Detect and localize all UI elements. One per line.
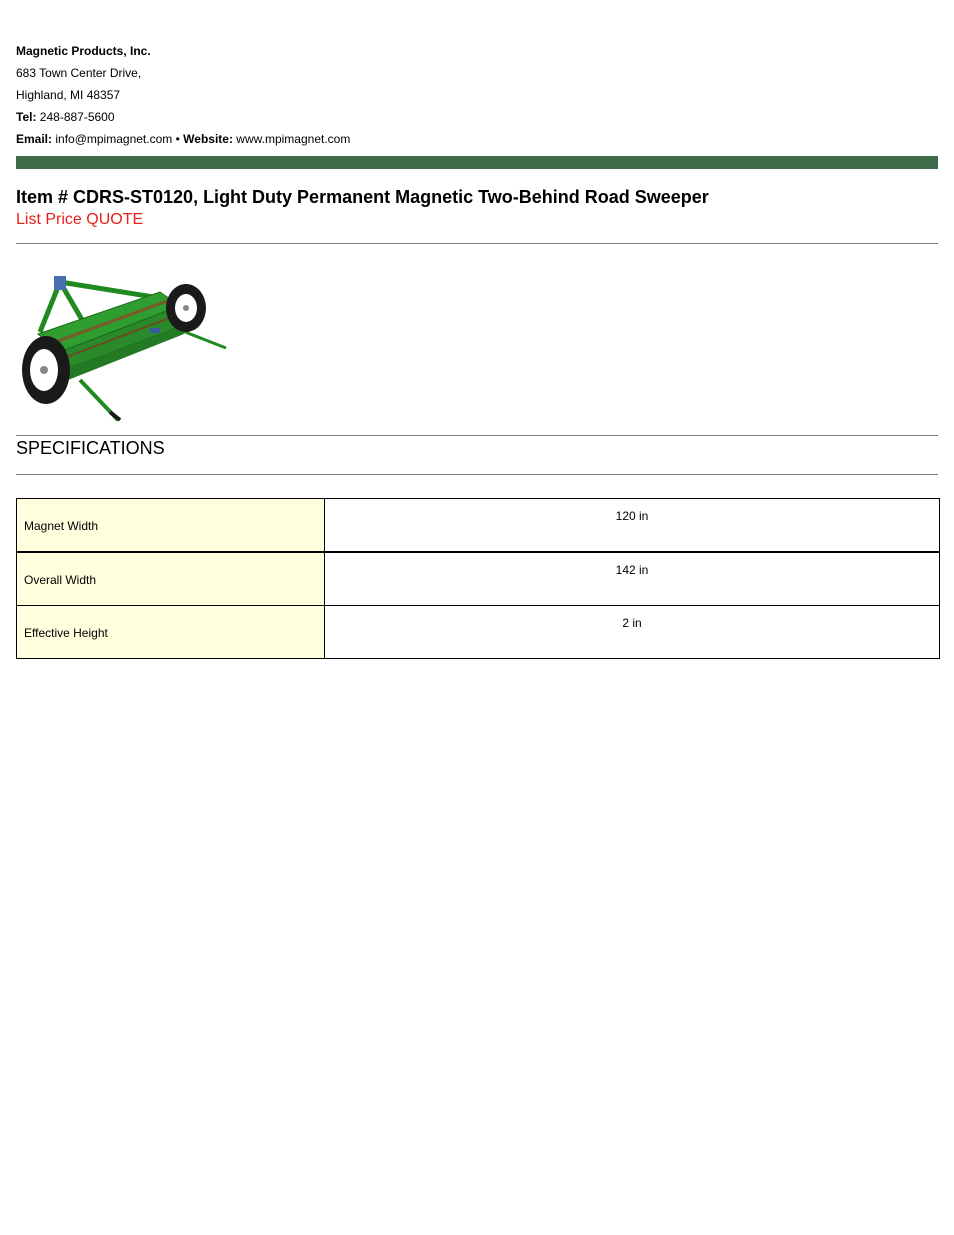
website-label: Website: [183, 132, 233, 146]
specifications-heading: SPECIFICATIONS [16, 438, 165, 458]
contact-line [16, 128, 350, 150]
spec-label: Magnet Width [17, 499, 325, 553]
divider [16, 474, 938, 475]
address-line-1: 683 Town Center Drive, [16, 66, 142, 80]
spec-value: 120 in [325, 499, 940, 553]
product-title: Item # CDRS-ST0120, Light Duty Permanent Magnetic Two-Behind Road Sweeper [16, 187, 709, 207]
company-info [16, 40, 350, 150]
tel-value: 248-887-5600 [39, 110, 115, 124]
table-row [17, 499, 940, 553]
product-price: List Price QUOTE [16, 211, 144, 228]
email-value[interactable]: info@mpimagnet.com [55, 132, 173, 146]
divider [16, 435, 938, 436]
phone-line [16, 106, 350, 128]
spec-label: Overall Width [17, 552, 325, 606]
spec-value: 2 in [325, 606, 940, 659]
company-name: Magnetic Products, Inc. [16, 44, 151, 58]
address-line-2: Highland, MI 48357 [16, 88, 121, 102]
divider [16, 243, 938, 244]
separator: • [175, 132, 180, 146]
website-value[interactable]: www.mpimagnet.com [236, 132, 351, 146]
specifications-table [16, 498, 940, 659]
header-divider-bar [16, 156, 938, 169]
spec-label: Effective Height [17, 606, 325, 659]
table-row [17, 606, 940, 659]
table-row [17, 552, 940, 606]
email-label: Email: [16, 132, 53, 146]
tel-label: Tel: [16, 110, 37, 124]
road-sweeper-illustration-icon [20, 270, 234, 428]
spec-value: 142 in [325, 552, 940, 606]
